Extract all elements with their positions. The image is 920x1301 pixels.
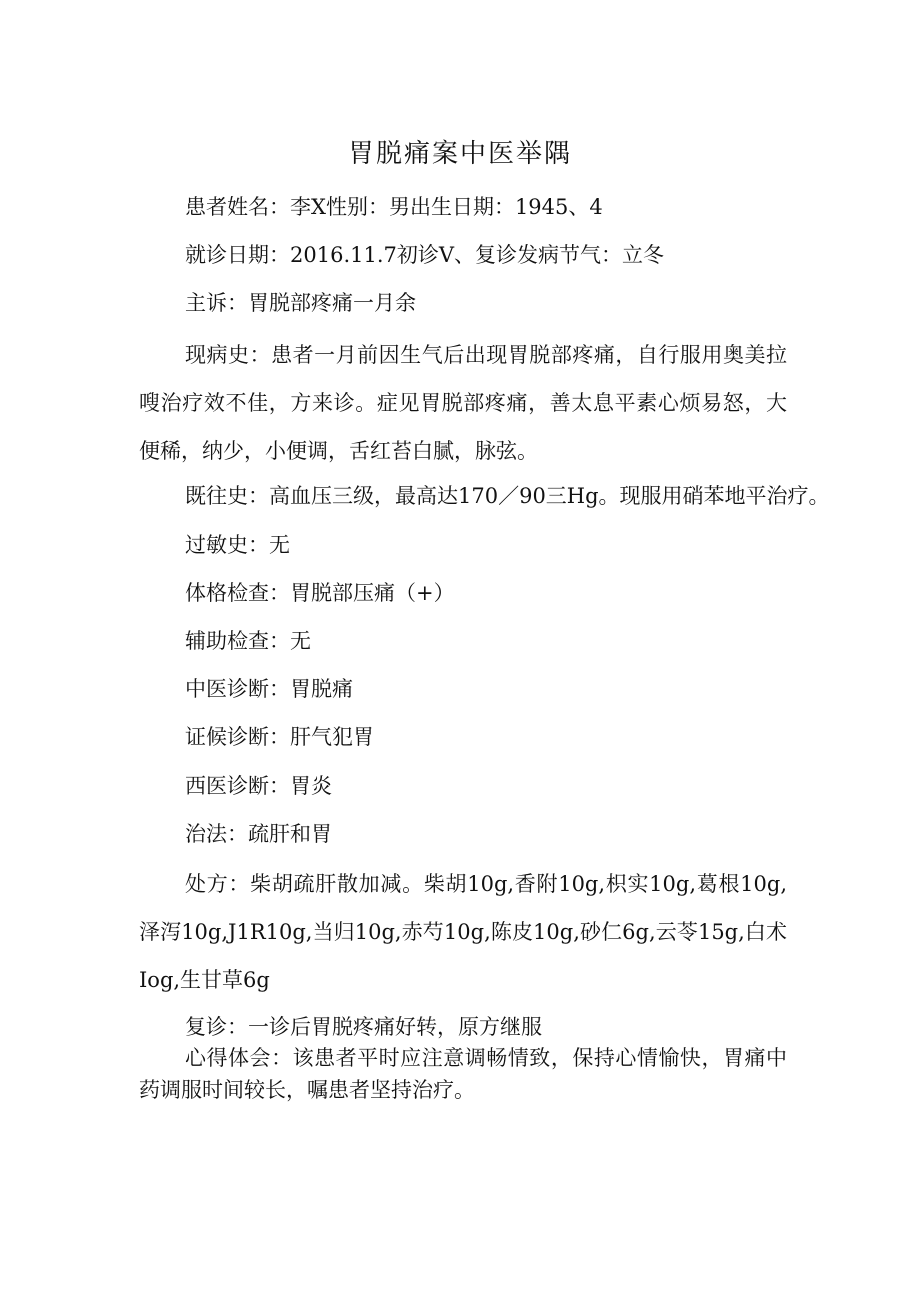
tcm-diagnosis-line: 中医诊断：胃脱痛 bbox=[185, 677, 353, 701]
prescription-paragraph: 处方：柴胡疏肝散加减。柴胡10g,香附10g,枳实10g,葛根10g,泽泻10g,J1R10g,当归10g,赤芍10g,陈皮10g,砂仁6g,云苓15g,白术Iog,生甘草6g bbox=[139, 872, 787, 992]
past-history-line: 既往史：高血压三级，最高达170／90三Hg。现服用硝苯地平治疗。 bbox=[185, 484, 830, 508]
allergy-line: 过敏史：无 bbox=[185, 533, 290, 557]
document-title: 胃脱痛案中医举隅 bbox=[347, 139, 572, 169]
reflection-paragraph: 心得体会：该患者平时应注意调畅情致，保持心情愉快，胃痛中药调服时间较长，嘱患者坚持治疗。 bbox=[139, 1046, 787, 1102]
visit-info-line: 就诊日期：2016.11.7初诊V、复诊发病节气：立冬 bbox=[185, 243, 665, 267]
western-diagnosis-line: 西医诊断：胃炎 bbox=[185, 774, 332, 798]
auxiliary-exam-line: 辅助检查：无 bbox=[185, 629, 311, 653]
patient-info-line: 患者姓名：李X性别：男出生日期：1945、4 bbox=[185, 195, 603, 219]
syndrome-diagnosis-line: 证候诊断：肝气犯胃 bbox=[185, 725, 374, 749]
treatment-line: 治法：疏肝和胃 bbox=[185, 822, 332, 846]
present-history-paragraph: 现病史：患者一月前因生气后出现胃脱部疼痛，自行服用奥美拉嗖治疗效不佳，方来诊。症见胃脱部疼痛，善太息平素心烦易怒，大便稀，纳少，小便调，舌红苔白腻，脉弦。 bbox=[139, 343, 787, 463]
follow-up-line: 复诊：一诊后胃脱疼痛好转，原方继服 bbox=[185, 1015, 542, 1039]
physical-exam-line: 体格检查：胃脱部压痛（+） bbox=[185, 581, 455, 605]
chief-complaint-line: 主诉：胃脱部疼痛一月余 bbox=[185, 291, 416, 315]
